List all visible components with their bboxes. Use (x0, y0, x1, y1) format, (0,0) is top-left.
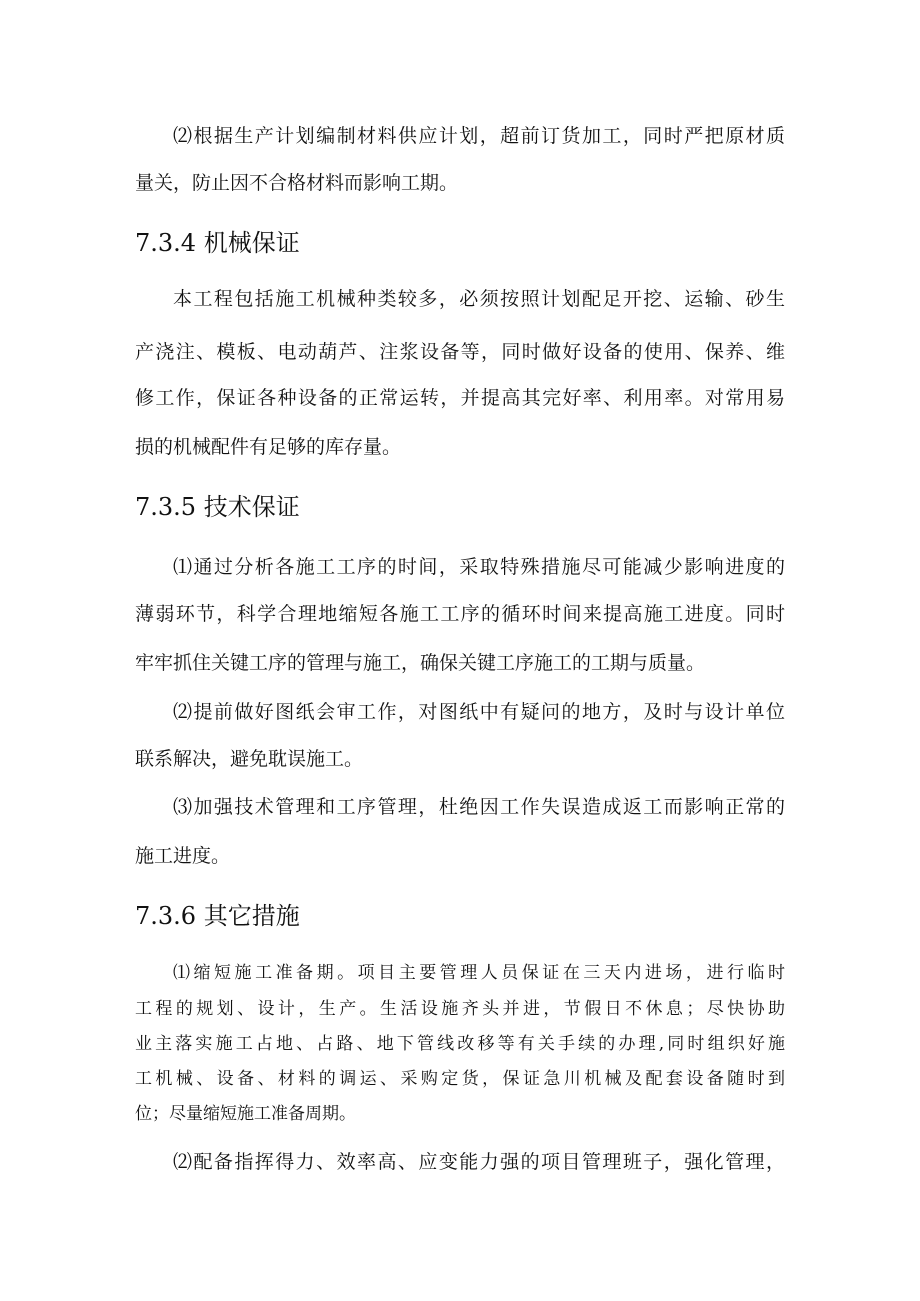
paragraph-line: 牢牢抓住关键工序的管理与施工，确保关键工序施工的工期与质量。 (135, 652, 706, 674)
paragraph-line: 产浇注、模板、电动葫芦、注浆设备等，同时做好设备的使用、保养、维 (135, 341, 785, 363)
paragraph-line: 损的机械配件有足够的库存量。 (135, 436, 402, 458)
paragraph-line: 工机械、设备、材料的调运、采购定货，保证急川机械及配套设备随时到 (135, 1069, 785, 1089)
paragraph-line: 修工作，保证各种设备的正常运转，并提高其完好率、利用率。对常用易 (135, 387, 785, 409)
paragraph-line: 位；尽量缩短施工准备周期。 (135, 1104, 356, 1124)
paragraph-line: 量关，防止因不合格材料而影响工期。 (135, 172, 459, 194)
section-heading-7-3-6: 7.3.6 其它措施 (135, 902, 300, 930)
paragraph-line: ⑵配备指挥得力、效率高、应变能力强的项目管理班子，强化管理， (173, 1151, 785, 1173)
paragraph-line: ⑶加强技术管理和工序管理，杜绝因工作失误造成返工而影响正常的 (173, 796, 785, 818)
paragraph-line: ⑵提前做好图纸会审工作，对图纸中有疑问的地方，及时与设计单位 (173, 701, 785, 723)
paragraph-line: ⑴通过分析各施工工序的时间，采取特殊措施尽可能减少影响进度的 (173, 556, 785, 578)
paragraph-line: 本工程包括施工机械种类较多，必须按照计划配足开挖、运输、砂生 (173, 288, 785, 310)
paragraph-line: 业主落实施工占地、占路、地下管线改移等有关手续的办理,同时组织好施 (135, 1034, 785, 1054)
paragraph-line: 工程的规划、设计，生产。生活设施齐头并进，节假日不休息；尽快协助 (135, 999, 785, 1019)
section-heading-7-3-5: 7.3.5 技术保证 (135, 493, 300, 521)
paragraph-line: 联系解决，避免耽误施工。 (135, 748, 364, 770)
section-heading-7-3-4: 7.3.4 机械保证 (135, 229, 300, 257)
paragraph-line: ⑵根据生产计划编制材料供应计划，超前订货加工，同时严把原材质 (173, 125, 785, 147)
paragraph-line: 施工进度。 (135, 845, 231, 867)
paragraph-line: 薄弱环节，科学合理地缩短各施工工序的循环时间来提高施工进度。同时 (135, 603, 785, 625)
paragraph-line: ⑴缩短施工准备期。项目主要管理人员保证在三天内进场，进行临时 (173, 963, 785, 983)
